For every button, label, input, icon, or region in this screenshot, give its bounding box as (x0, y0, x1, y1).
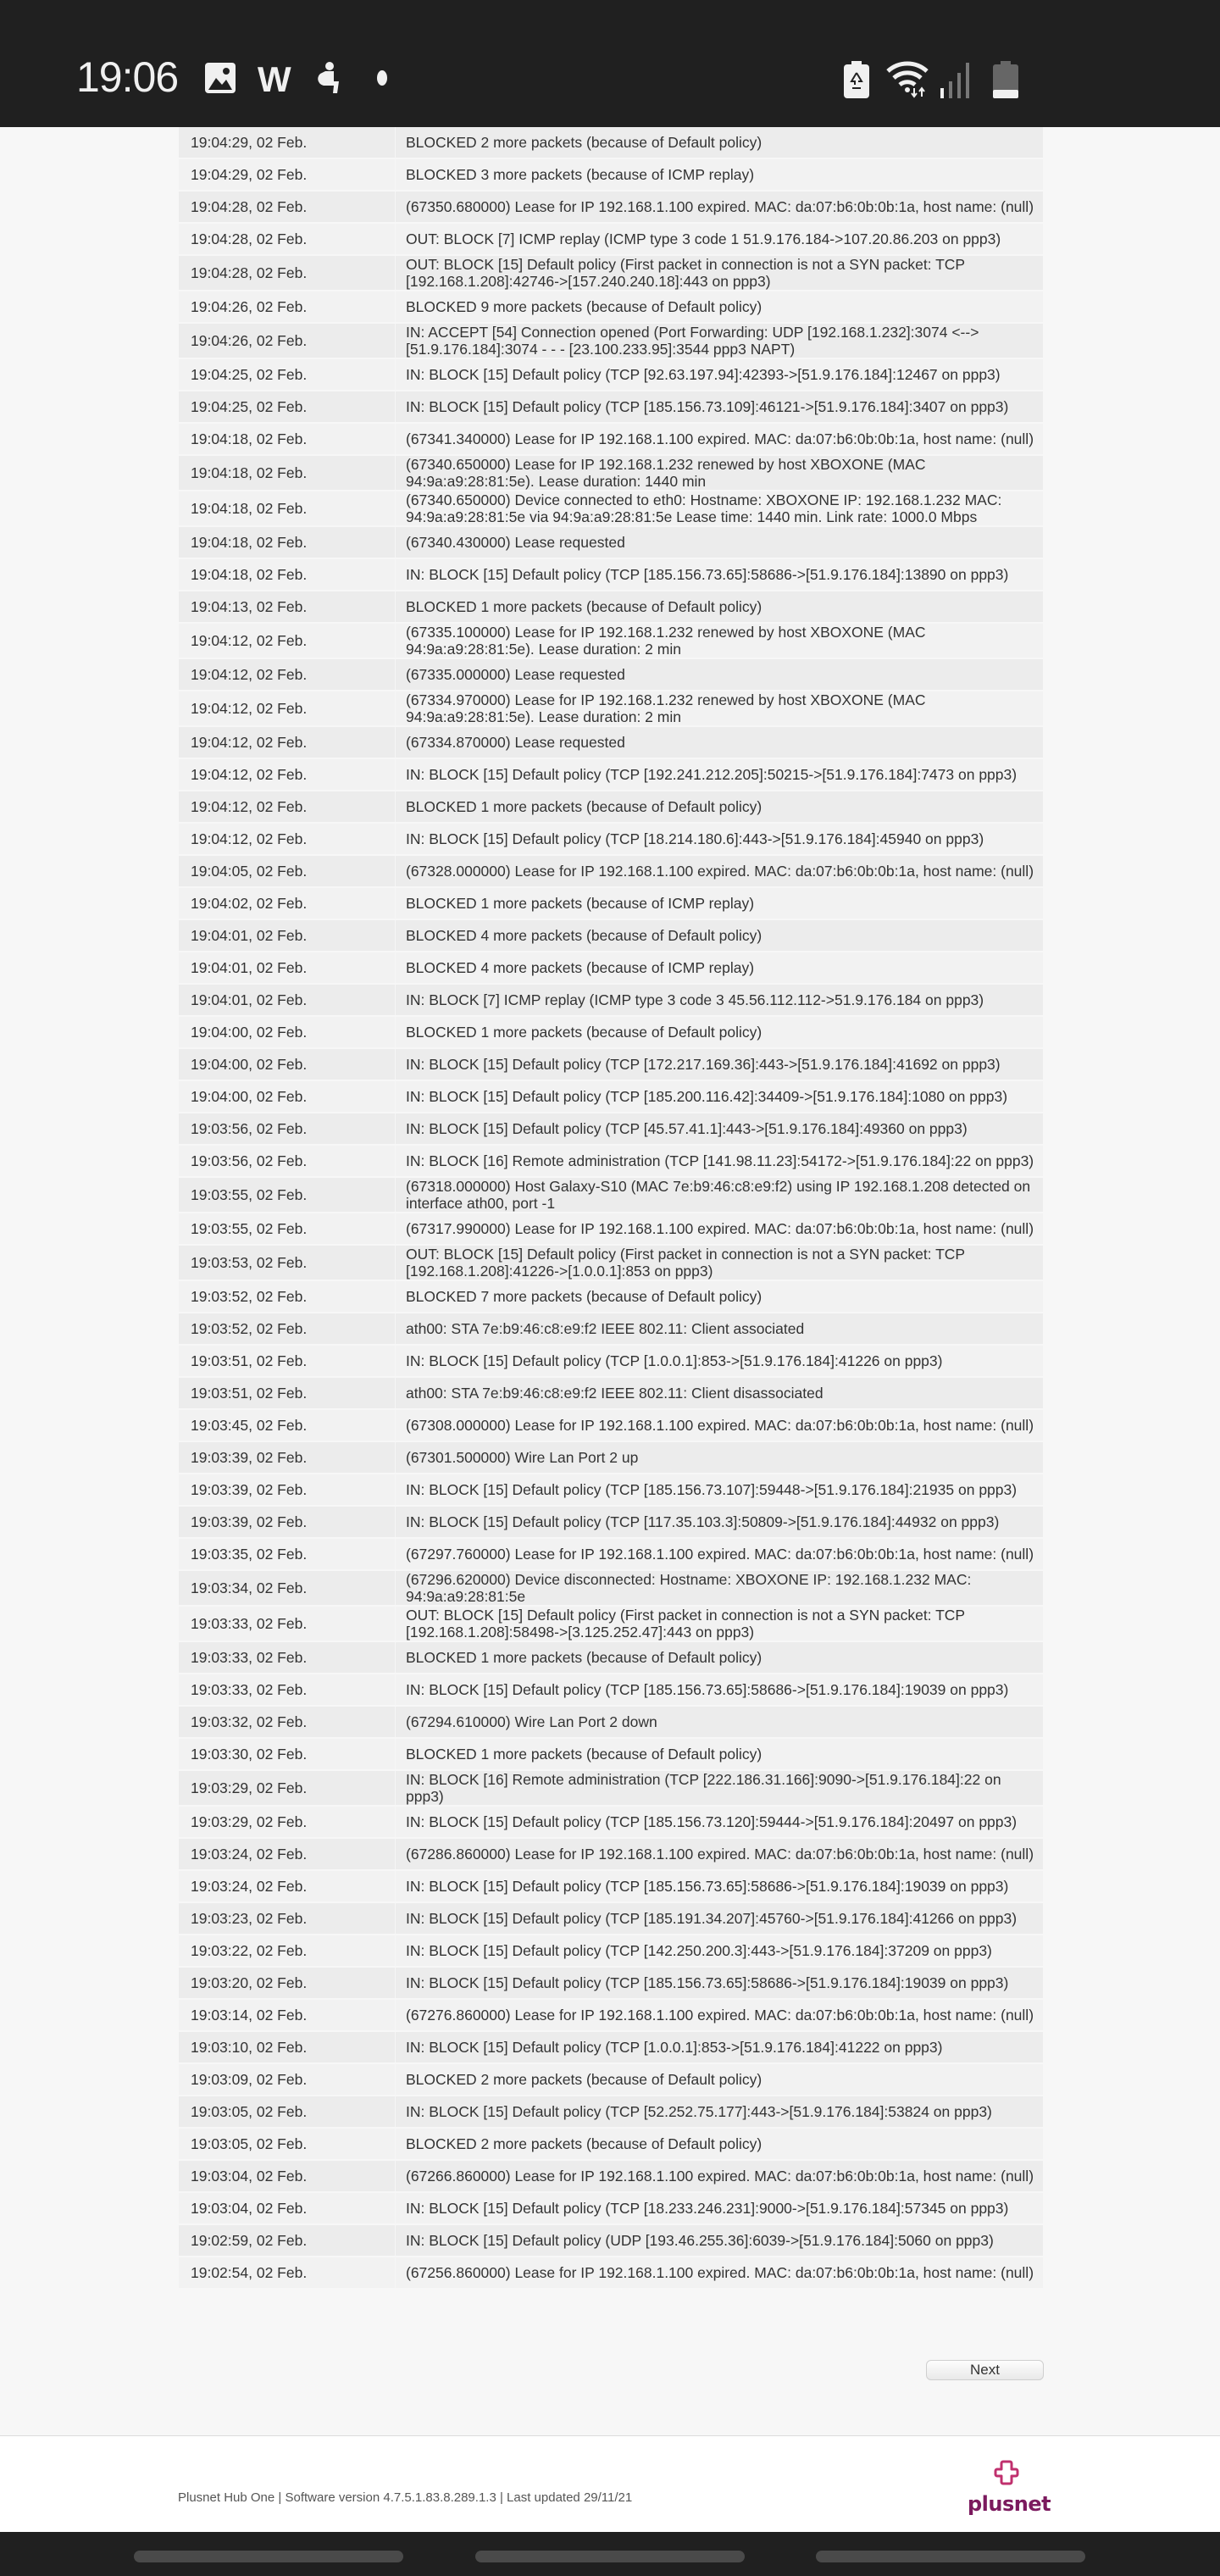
log-row (179, 527, 1043, 558)
log-row (179, 1739, 1043, 1769)
next-page-button[interactable]: Next (926, 2360, 1044, 2380)
log-row (179, 1935, 1043, 1966)
log-row (179, 2129, 1043, 2159)
log-time: 19:04:18, 02 Feb. (179, 559, 396, 590)
log-time: 19:03:10, 02 Feb. (179, 2032, 396, 2062)
log-time: 19:03:52, 02 Feb. (179, 1313, 396, 1344)
log-time: 19:04:00, 02 Feb. (179, 1017, 396, 1047)
log-message: IN: BLOCK [15] Default policy (TCP [117.35.103.3]:50809->[51.9.176.184]:44932 on ppp3) (396, 1507, 1043, 1537)
log-row (179, 1178, 1043, 1212)
log-time: 19:03:30, 02 Feb. (179, 1739, 396, 1769)
log-row (179, 1871, 1043, 1901)
log-time: 19:03:24, 02 Feb. (179, 1839, 396, 1869)
log-row (179, 1017, 1043, 1047)
log-time: 19:04:05, 02 Feb. (179, 856, 396, 886)
log-time: 19:03:45, 02 Feb. (179, 1410, 396, 1441)
wifi-icon (886, 61, 937, 98)
log-time: 19:03:29, 02 Feb. (179, 1771, 396, 1805)
log-row (179, 1474, 1043, 1505)
status-time: 19:06 (76, 53, 179, 101)
log-time: 19:03:04, 02 Feb. (179, 2193, 396, 2223)
log-message: (67334.970000) Lease for IP 192.168.1.232 renewed by host XBOXONE (MAC 94:9a:a9:28:81:5e). Lease duration: 2 min (396, 691, 1043, 725)
log-time: 19:04:01, 02 Feb. (179, 952, 396, 983)
log-row (179, 559, 1043, 590)
log-row (179, 1707, 1043, 1737)
gallery-icon (203, 61, 237, 95)
log-message: IN: BLOCK [15] Default policy (TCP [1.0.0.1]:853->[51.9.176.184]:41222 on ppp3) (396, 2032, 1043, 2062)
log-time: 19:03:29, 02 Feb. (179, 1807, 396, 1837)
log-row (179, 1081, 1043, 1112)
nav-home-button[interactable] (475, 2551, 745, 2562)
log-row (179, 291, 1043, 322)
log-message: BLOCKED 1 more packets (because of Default policy) (396, 1017, 1043, 1047)
dot-icon (376, 69, 388, 86)
nav-back-button[interactable] (816, 2551, 1085, 2562)
log-row (179, 1642, 1043, 1673)
log-message: (67308.000000) Lease for IP 192.168.1.100 expired. MAC: da:07:b6:0b:0b:1a, host name: (null) (396, 1410, 1043, 1441)
log-time: 19:03:52, 02 Feb. (179, 1281, 396, 1312)
log-time: 19:04:13, 02 Feb. (179, 591, 396, 622)
log-row (179, 2161, 1043, 2191)
log-message: IN: BLOCK [15] Default policy (TCP [18.214.180.6]:443->[51.9.176.184]:45940 on ppp3) (396, 824, 1043, 854)
log-row (179, 1049, 1043, 1080)
log-message: (67266.860000) Lease for IP 192.168.1.100 expired. MAC: da:07:b6:0b:0b:1a, host name: (null) (396, 2161, 1043, 2191)
log-time: 19:03:55, 02 Feb. (179, 1213, 396, 1244)
log-message: IN: BLOCK [16] Remote administration (TCP [141.98.11.23]:54172->[51.9.176.184]:22 on ppp3) (396, 1146, 1043, 1176)
log-time: 19:04:18, 02 Feb. (179, 491, 396, 525)
log-time: 19:04:12, 02 Feb. (179, 791, 396, 822)
log-message: IN: BLOCK [15] Default policy (TCP [172.217.169.36]:443->[51.9.176.184]:41692 on ppp3) (396, 1049, 1043, 1080)
footer-version-text: Plusnet Hub One | Software version 4.7.5.1.83.8.289.1.3 | Last updated 29/11/21 (178, 2490, 633, 2505)
nav-recent-apps-button[interactable] (134, 2551, 403, 2562)
log-message: IN: ACCEPT [54] Connection opened (Port Forwarding: UDP [192.168.1.232]:3074 <--> [51.9.176.184]:3074 - - - [23.100.233.95]:3544 ppp3 NAPT) (396, 324, 1043, 358)
log-message: (67317.990000) Lease for IP 192.168.1.100 expired. MAC: da:07:b6:0b:0b:1a, host name: (null) (396, 1213, 1043, 1244)
log-time: 19:04:28, 02 Feb. (179, 256, 396, 290)
log-time: 19:04:29, 02 Feb. (179, 159, 396, 190)
log-row (179, 2096, 1043, 2127)
log-row (179, 985, 1043, 1015)
log-message: BLOCKED 1 more packets (because of ICMP replay) (396, 888, 1043, 919)
log-time: 19:02:54, 02 Feb. (179, 2257, 396, 2288)
log-message: BLOCKED 4 more packets (because of Default policy) (396, 920, 1043, 951)
log-message: IN: BLOCK [15] Default policy (TCP [192.241.212.205]:50215->[51.9.176.184]:7473 on ppp3) (396, 759, 1043, 790)
log-row (179, 424, 1043, 454)
log-time: 19:03:20, 02 Feb. (179, 1968, 396, 1998)
log-message: (67286.860000) Lease for IP 192.168.1.100 expired. MAC: da:07:b6:0b:0b:1a, host name: (null) (396, 1839, 1043, 1869)
log-message: IN: BLOCK [15] Default policy (TCP [45.57.41.1]:443->[51.9.176.184]:49360 on ppp3) (396, 1113, 1043, 1144)
log-row (179, 591, 1043, 622)
log-row (179, 1442, 1043, 1473)
log-message: IN: BLOCK [15] Default policy (TCP [185.156.73.109]:46121->[51.9.176.184]:3407 on ppp3) (396, 391, 1043, 422)
log-message: IN: BLOCK [15] Default policy (TCP [142.250.200.3]:443->[51.9.176.184]:37209 on ppp3) (396, 1935, 1043, 1966)
plusnet-logo[interactable] (968, 2460, 1051, 2516)
log-row (179, 1607, 1043, 1641)
log-row (179, 456, 1043, 490)
battery-icon (993, 61, 1018, 98)
log-message: (67296.620000) Device disconnected: Hostname: XBOXONE IP: 192.168.1.232 MAC: 94:9a:a9:28:81:5e (396, 1571, 1043, 1605)
log-message: IN: BLOCK [15] Default policy (TCP [185.156.73.120]:59444->[51.9.176.184]:20497 on ppp3) (396, 1807, 1043, 1837)
log-row (179, 2193, 1043, 2223)
log-message: IN: BLOCK [15] Default policy (TCP [52.252.75.177]:443->[51.9.176.184]:53824 on ppp3) (396, 2096, 1043, 2127)
android-nav-bar (0, 2532, 1220, 2576)
log-row (179, 1346, 1043, 1376)
log-row (179, 127, 1043, 158)
log-time: 19:04:12, 02 Feb. (179, 659, 396, 690)
log-message: ath00: STA 7e:b9:46:c8:e9:f2 IEEE 802.11: Client associated (396, 1313, 1043, 1344)
log-message: IN: BLOCK [15] Default policy (TCP [185.156.73.65]:58686->[51.9.176.184]:13890 on ppp3) (396, 559, 1043, 590)
log-time: 19:03:05, 02 Feb. (179, 2129, 396, 2159)
log-message: IN: BLOCK [15] Default policy (UDP [193.46.255.36]:6039->[51.9.176.184]:5060 on ppp3) (396, 2225, 1043, 2256)
log-message: IN: BLOCK [15] Default policy (TCP [92.63.197.94]:42393->[51.9.176.184]:12467 on ppp3) (396, 359, 1043, 390)
log-row (179, 391, 1043, 422)
plusnet-cross-icon (994, 2460, 1019, 2485)
log-row (179, 1807, 1043, 1837)
log-time: 19:03:04, 02 Feb. (179, 2161, 396, 2191)
log-message: BLOCKED 3 more packets (because of ICMP replay) (396, 159, 1043, 190)
log-row (179, 2000, 1043, 2030)
log-time: 19:04:12, 02 Feb. (179, 691, 396, 725)
log-time: 19:04:29, 02 Feb. (179, 127, 396, 158)
log-row (179, 2225, 1043, 2256)
log-row (179, 491, 1043, 525)
log-time: 19:02:59, 02 Feb. (179, 2225, 396, 2256)
log-message: IN: BLOCK [15] Default policy (TCP [185.156.73.65]:58686->[51.9.176.184]:19039 on ppp3) (396, 1871, 1043, 1901)
log-row (179, 691, 1043, 725)
log-row (179, 2064, 1043, 2095)
log-time: 19:03:51, 02 Feb. (179, 1346, 396, 1376)
log-time: 19:04:28, 02 Feb. (179, 192, 396, 222)
log-time: 19:03:51, 02 Feb. (179, 1378, 396, 1408)
log-message: IN: BLOCK [15] Default policy (TCP [185.156.73.65]:58686->[51.9.176.184]:19039 on ppp3) (396, 1674, 1043, 1705)
log-time: 19:04:25, 02 Feb. (179, 391, 396, 422)
log-row (179, 1246, 1043, 1280)
log-message: BLOCKED 2 more packets (because of Default policy) (396, 127, 1043, 158)
log-time: 19:03:35, 02 Feb. (179, 1539, 396, 1569)
log-time: 19:03:53, 02 Feb. (179, 1246, 396, 1280)
log-message: ath00: STA 7e:b9:46:c8:e9:f2 IEEE 802.11: Client disassociated (396, 1378, 1043, 1408)
log-message: IN: BLOCK [15] Default policy (TCP [185.191.34.207]:45760->[51.9.176.184]:41266 on ppp3) (396, 1903, 1043, 1934)
event-log-table (179, 125, 1043, 2290)
log-time: 19:03:39, 02 Feb. (179, 1474, 396, 1505)
log-time: 19:04:18, 02 Feb. (179, 424, 396, 454)
log-time: 19:03:33, 02 Feb. (179, 1674, 396, 1705)
log-message: OUT: BLOCK [7] ICMP replay (ICMP type 3 code 1 51.9.176.184->107.20.86.203 on ppp3) (396, 224, 1043, 254)
log-message: (67328.000000) Lease for IP 192.168.1.100 expired. MAC: da:07:b6:0b:0b:1a, host name: (null) (396, 856, 1043, 886)
log-message: BLOCKED 9 more packets (because of Default policy) (396, 291, 1043, 322)
log-time: 19:03:39, 02 Feb. (179, 1507, 396, 1537)
log-message: (67340.430000) Lease requested (396, 527, 1043, 558)
log-message: IN: BLOCK [16] Remote administration (TCP [222.186.31.166]:9090->[51.9.176.184]:22 on ppp3) (396, 1771, 1043, 1805)
log-time: 19:04:18, 02 Feb. (179, 456, 396, 490)
log-time: 19:04:28, 02 Feb. (179, 224, 396, 254)
log-time: 19:04:12, 02 Feb. (179, 759, 396, 790)
log-row (179, 659, 1043, 690)
battery-saver-icon (844, 61, 869, 98)
log-time: 19:03:05, 02 Feb. (179, 2096, 396, 2127)
log-row (179, 1507, 1043, 1537)
log-row (179, 1771, 1043, 1805)
log-message: IN: BLOCK [15] Default policy (TCP [185.200.116.42]:34409->[51.9.176.184]:1080 on ppp3) (396, 1081, 1043, 1112)
log-message: (67294.610000) Wire Lan Port 2 down (396, 1707, 1043, 1737)
log-message: (67334.870000) Lease requested (396, 727, 1043, 758)
w-app-icon: W (258, 59, 291, 99)
log-row (179, 920, 1043, 951)
log-row (179, 159, 1043, 190)
log-time: 19:04:12, 02 Feb. (179, 624, 396, 658)
log-row (179, 224, 1043, 254)
log-message: (67340.650000) Lease for IP 192.168.1.232 renewed by host XBOXONE (MAC 94:9a:a9:28:81:5e). Lease duration: 1440 min (396, 456, 1043, 490)
log-time: 19:04:26, 02 Feb. (179, 324, 396, 358)
log-message: BLOCKED 2 more packets (because of Default policy) (396, 2064, 1043, 2095)
log-row (179, 624, 1043, 658)
signal-icon (939, 61, 973, 98)
log-row (179, 1113, 1043, 1144)
log-row (179, 856, 1043, 886)
log-time: 19:03:22, 02 Feb. (179, 1935, 396, 1966)
log-message: (67341.340000) Lease for IP 192.168.1.100 expired. MAC: da:07:b6:0b:0b:1a, host name: (null) (396, 424, 1043, 454)
plusnet-logo-text: plusnet (968, 2492, 1051, 2516)
log-message: (67297.760000) Lease for IP 192.168.1.100 expired. MAC: da:07:b6:0b:0b:1a, host name: (null) (396, 1539, 1043, 1569)
log-row (179, 359, 1043, 390)
log-time: 19:04:01, 02 Feb. (179, 985, 396, 1015)
accessibility-icon (310, 61, 344, 97)
log-time: 19:03:32, 02 Feb. (179, 1707, 396, 1737)
log-time: 19:04:12, 02 Feb. (179, 727, 396, 758)
log-row (179, 824, 1043, 854)
log-message: BLOCKED 2 more packets (because of Default policy) (396, 2129, 1043, 2159)
log-time: 19:04:26, 02 Feb. (179, 291, 396, 322)
log-time: 19:03:56, 02 Feb. (179, 1113, 396, 1144)
footer (0, 2435, 1220, 2533)
log-time: 19:04:00, 02 Feb. (179, 1049, 396, 1080)
log-message: (67335.000000) Lease requested (396, 659, 1043, 690)
log-row (179, 2032, 1043, 2062)
log-row (179, 2257, 1043, 2288)
log-row (179, 192, 1043, 222)
log-row (179, 1674, 1043, 1705)
log-message: IN: BLOCK [15] Default policy (TCP [185.156.73.107]:59448->[51.9.176.184]:21935 on ppp3) (396, 1474, 1043, 1505)
log-message: (67318.000000) Host Galaxy-S10 (MAC 7e:b9:46:c8:e9:f2) using IP 192.168.1.208 detected on interface ath00, port -1 (396, 1178, 1043, 1212)
log-time: 19:03:55, 02 Feb. (179, 1178, 396, 1212)
log-time: 19:03:24, 02 Feb. (179, 1871, 396, 1901)
log-message: OUT: BLOCK [15] Default policy (First packet in connection is not a SYN packet: TCP [192.168.1.208]:42746->[157.240.240.18]:443 on ppp3) (396, 256, 1043, 290)
log-message: BLOCKED 1 more packets (because of Default policy) (396, 791, 1043, 822)
log-time: 19:04:00, 02 Feb. (179, 1081, 396, 1112)
log-time: 19:03:09, 02 Feb. (179, 2064, 396, 2095)
status-bar (0, 0, 1220, 127)
log-time: 19:04:18, 02 Feb. (179, 527, 396, 558)
log-message: (67256.860000) Lease for IP 192.168.1.100 expired. MAC: da:07:b6:0b:0b:1a, host name: (null) (396, 2257, 1043, 2288)
log-row (179, 1968, 1043, 1998)
log-row (179, 759, 1043, 790)
log-message: IN: BLOCK [7] ICMP replay (ICMP type 3 code 3 45.56.112.112->51.9.176.184 on ppp3) (396, 985, 1043, 1015)
log-message: BLOCKED 7 more packets (because of Default policy) (396, 1281, 1043, 1312)
log-time: 19:03:14, 02 Feb. (179, 2000, 396, 2030)
log-message: BLOCKED 4 more packets (because of ICMP replay) (396, 952, 1043, 983)
log-message: OUT: BLOCK [15] Default policy (First packet in connection is not a SYN packet: TCP [192.168.1.208]:41226->[1.0.0.1]:853 on ppp3) (396, 1246, 1043, 1280)
log-time: 19:04:02, 02 Feb. (179, 888, 396, 919)
log-row (179, 1410, 1043, 1441)
log-row (179, 952, 1043, 983)
log-time: 19:03:23, 02 Feb. (179, 1903, 396, 1934)
log-message: (67335.100000) Lease for IP 192.168.1.232 renewed by host XBOXONE (MAC 94:9a:a9:28:81:5e). Lease duration: 2 min (396, 624, 1043, 658)
log-time: 19:03:33, 02 Feb. (179, 1642, 396, 1673)
log-row (179, 1213, 1043, 1244)
log-time: 19:03:39, 02 Feb. (179, 1442, 396, 1473)
log-message: OUT: BLOCK [15] Default policy (First packet in connection is not a SYN packet: TCP [192.168.1.208]:58498->[3.125.252.47]:443 on ppp3) (396, 1607, 1043, 1641)
log-row (179, 1146, 1043, 1176)
log-message: IN: BLOCK [15] Default policy (TCP [18.233.246.231]:9000->[51.9.176.184]:57345 on ppp3) (396, 2193, 1043, 2223)
log-message: BLOCKED 1 more packets (because of Default policy) (396, 591, 1043, 622)
log-time: 19:04:01, 02 Feb. (179, 920, 396, 951)
log-row (179, 256, 1043, 290)
log-row (179, 1571, 1043, 1605)
log-time: 19:03:56, 02 Feb. (179, 1146, 396, 1176)
log-row (179, 1539, 1043, 1569)
log-message: BLOCKED 1 more packets (because of Default policy) (396, 1739, 1043, 1769)
log-row (179, 1839, 1043, 1869)
log-message: (67340.650000) Device connected to eth0: Hostname: XBOXONE IP: 192.168.1.232 MAC: 94:9a:a9:28:81:5e via 94:9a:a9:28:81:5e Lease time: 1440 min. Link rate: 1000.0 Mbps (396, 491, 1043, 525)
log-row (179, 727, 1043, 758)
log-time: 19:04:12, 02 Feb. (179, 824, 396, 854)
log-row (179, 324, 1043, 358)
log-message: (67350.680000) Lease for IP 192.168.1.100 expired. MAC: da:07:b6:0b:0b:1a, host name: (null) (396, 192, 1043, 222)
log-time: 19:03:33, 02 Feb. (179, 1607, 396, 1641)
log-message: IN: BLOCK [15] Default policy (TCP [185.156.73.65]:58686->[51.9.176.184]:19039 on ppp3) (396, 1968, 1043, 1998)
log-message: (67276.860000) Lease for IP 192.168.1.100 expired. MAC: da:07:b6:0b:0b:1a, host name: (null) (396, 2000, 1043, 2030)
log-row (179, 1281, 1043, 1312)
log-message: IN: BLOCK [15] Default policy (TCP [1.0.0.1]:853->[51.9.176.184]:41226 on ppp3) (396, 1346, 1043, 1376)
log-time: 19:04:25, 02 Feb. (179, 359, 396, 390)
log-time: 19:03:34, 02 Feb. (179, 1571, 396, 1605)
log-message: BLOCKED 1 more packets (because of Default policy) (396, 1642, 1043, 1673)
log-row (179, 1903, 1043, 1934)
log-message: (67301.500000) Wire Lan Port 2 up (396, 1442, 1043, 1473)
log-row (179, 888, 1043, 919)
log-row (179, 1378, 1043, 1408)
log-row (179, 791, 1043, 822)
log-row (179, 1313, 1043, 1344)
